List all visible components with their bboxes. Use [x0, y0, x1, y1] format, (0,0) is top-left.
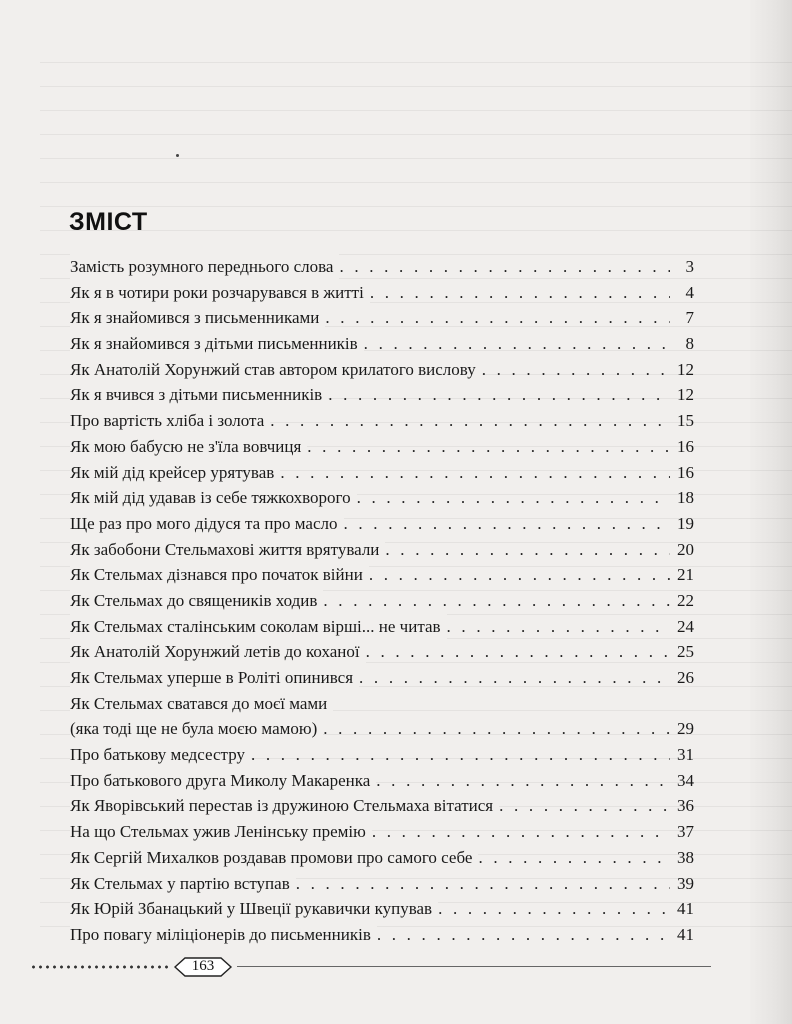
table-of-contents: [70, 254, 694, 948]
toc-entry-page-number: 31: [677, 745, 694, 765]
toc-entry-line: [70, 845, 694, 871]
toc-entry-page-number: 41: [677, 924, 694, 944]
toc-entry-line: [70, 434, 694, 460]
toc-entry-title: Як я вчився з дітьми письменників: [70, 382, 328, 408]
dot-leader: [478, 845, 670, 871]
dot-leader: [366, 639, 670, 665]
toc-entry-line: [70, 793, 694, 819]
toc-entry-title: Як Яворівський перестав із дружиною Стельмаха вітатися: [70, 793, 499, 819]
dot-leader: [344, 511, 671, 537]
toc-entry-title: Як мій дід крейсер урятував: [70, 460, 280, 486]
toc-entry-title: Як я знайомився з дітьми письменників: [70, 331, 364, 357]
toc-entry: [70, 537, 694, 563]
dot-leader: [376, 768, 670, 794]
toc-entry: [70, 511, 694, 537]
toc-entry-title: Як Анатолій Хорунжий летів до коханої: [70, 639, 366, 665]
toc-entry-title: Як Стельмах у партію вступав: [70, 871, 296, 897]
toc-entry-page-number: 19: [677, 513, 694, 533]
toc-entry: [70, 434, 694, 460]
toc-entry-page-number: 21: [677, 565, 694, 585]
dot-leader: [323, 716, 670, 742]
toc-entry-page-number: 12: [677, 385, 694, 405]
page-number-badge: [173, 956, 233, 978]
toc-entry-title: На що Стельмах ужив Ленінську премію: [70, 819, 372, 845]
toc-entry-page-number: 20: [677, 539, 694, 559]
toc-entry: [70, 485, 694, 511]
toc-entry-title: Як Сергій Михалков роздавав промови про самого себе: [70, 845, 478, 871]
toc-entry-title: Як Стельмах до священиків ходив: [70, 588, 323, 614]
toc-entry-line: [70, 639, 694, 665]
toc-entry: [70, 614, 694, 640]
toc-entry: [70, 357, 694, 383]
toc-entry-title: Як я знайомився з письменниками: [70, 305, 325, 331]
toc-entry-line: [70, 665, 694, 691]
toc-entry-line: [70, 408, 694, 434]
toc-entry-line: [70, 742, 694, 768]
toc-entry-line: [70, 896, 694, 922]
dot-leader: [328, 382, 670, 408]
toc-entry-page-number: 16: [677, 462, 694, 482]
toc-entry-title: Як мій дід удавав із себе тяжкохворого: [70, 485, 357, 511]
toc-entry: [70, 460, 694, 486]
toc-entry-page-number: 16: [677, 436, 694, 456]
toc-entry: [70, 768, 694, 794]
dot-leader: [369, 562, 670, 588]
toc-entry-line: [70, 382, 694, 408]
toc-entry-title: Про батькового друга Миколу Макаренка: [70, 768, 376, 794]
toc-entry-line: [70, 254, 694, 280]
toc-entry: [70, 896, 694, 922]
toc-entry-page-number: 39: [677, 873, 694, 893]
toc-entry: [70, 793, 694, 819]
toc-entry: [70, 742, 694, 768]
dot-leader: [447, 614, 670, 640]
toc-entry-page-number: 41: [677, 899, 694, 919]
page-number: 163: [191, 958, 215, 974]
toc-entry: [70, 331, 694, 357]
toc-entry-page-number: 25: [677, 642, 694, 662]
toc-entry-line: [70, 331, 694, 357]
toc-entry: [70, 280, 694, 306]
toc-entry-line: [70, 588, 694, 614]
toc-entry-title: Замість розумного переднього слова: [70, 254, 339, 280]
toc-entry-line: [70, 460, 694, 486]
toc-entry-page-number: 37: [677, 822, 694, 842]
toc-entry-page-number: 18: [677, 488, 694, 508]
dot-leader: [359, 665, 670, 691]
page-footer: [30, 956, 710, 976]
dust-speck: [176, 154, 179, 157]
toc-entry-line: [70, 485, 694, 511]
toc-entry: [70, 305, 694, 331]
toc-entry-line: [70, 871, 694, 897]
toc-entry: [70, 871, 694, 897]
toc-entry-page-number: 12: [677, 359, 694, 379]
toc-entry-title: Про повагу міліціонерів до письменників: [70, 922, 377, 948]
toc-entry-page-number: 38: [677, 847, 694, 867]
toc-entry: [70, 691, 694, 742]
toc-entry-line: [70, 562, 694, 588]
dot-leader: [372, 819, 670, 845]
dot-leader: [325, 305, 670, 331]
toc-entry: [70, 639, 694, 665]
dot-leader: [377, 922, 670, 948]
dot-leader: [364, 331, 670, 357]
dot-leader: [370, 280, 670, 306]
toc-entry: [70, 665, 694, 691]
toc-entry: [70, 562, 694, 588]
toc-entry-title: Як Юрій Збанацький у Швеції рукавички купував: [70, 896, 438, 922]
dot-leader: [499, 793, 670, 819]
toc-entry-title: Як мою бабусю не з'їла вовчиця: [70, 434, 307, 460]
toc-entry-title-continuation: (яка тоді ще не була моєю мамою): [70, 716, 323, 742]
toc-entry-page-number: 34: [677, 770, 694, 790]
toc-entry-page-number: 24: [677, 616, 694, 636]
toc-entry-title: Про батькову медсестру: [70, 742, 251, 768]
toc-entry-page-number: 26: [677, 668, 694, 687]
toc-entry-line: [70, 716, 694, 742]
toc-entry: [70, 588, 694, 614]
toc-entry-page-number: 29: [677, 719, 694, 739]
toc-entry: [70, 819, 694, 845]
dot-leader: [296, 871, 670, 897]
toc-entry-title: Як Стельмах дізнався про початок війни: [70, 562, 369, 588]
toc-entry-page-number: 8: [685, 334, 694, 354]
toc-entry-line: [70, 511, 694, 537]
dot-leader: [251, 742, 670, 768]
toc-entry-title: Про вартість хліба і золота: [70, 408, 270, 434]
toc-entry-page-number: 15: [677, 411, 694, 431]
toc-entry-line: [70, 357, 694, 383]
toc-entry-title: Як я в чотири роки розчарувався в житті: [70, 280, 370, 306]
page-title: ЗМІСТ: [69, 208, 148, 236]
toc-entry-page-number: 3: [685, 257, 694, 276]
toc-entry: [70, 922, 694, 948]
toc-entry: [70, 254, 694, 280]
toc-entry-page-number: 4: [685, 282, 694, 302]
toc-entry-title: Як Стельмах сватався до моєї мами: [70, 691, 333, 717]
toc-entry-page-number: 36: [677, 796, 694, 816]
toc-entry-line: [70, 614, 694, 640]
toc-entry-title: Як забобони Стельмахові життя врятували: [70, 537, 385, 563]
toc-entry: [70, 382, 694, 408]
toc-entry-line: [70, 280, 694, 306]
dot-leader: [339, 254, 670, 280]
toc-entry: [70, 408, 694, 434]
toc-entry-line: [70, 537, 694, 563]
footer-dotted-ornament: [30, 965, 172, 969]
dot-leader: [438, 896, 670, 922]
toc-entry-first-line: [70, 691, 694, 717]
page-edge-shadow: [750, 0, 792, 1024]
toc-entry-title: Як Стельмах уперше в Роліті опинився: [70, 665, 359, 691]
dot-leader: [357, 485, 670, 511]
dot-leader: [482, 357, 670, 383]
dot-leader: [323, 588, 670, 614]
toc-entry-line: [70, 819, 694, 845]
dot-leader: [280, 460, 670, 486]
toc-entry-page-number: 22: [677, 590, 694, 610]
footer-rule: [237, 966, 711, 967]
toc-entry-line: [70, 768, 694, 794]
toc-entry-title: Як Анатолій Хорунжий став автором крилатого вислову: [70, 357, 482, 383]
toc-entry-line: [70, 305, 694, 331]
toc-entry-page-number: 7: [685, 308, 694, 328]
toc-entry-title: Як Стельмах сталінським соколам вірші... не читав: [70, 614, 447, 640]
dot-leader: [385, 537, 670, 563]
toc-entry-title: Ще раз про мого дідуся та про масло: [70, 511, 344, 537]
dot-leader: [270, 408, 670, 434]
dot-leader: [307, 434, 670, 460]
toc-entry: [70, 845, 694, 871]
toc-entry-line: [70, 922, 694, 948]
